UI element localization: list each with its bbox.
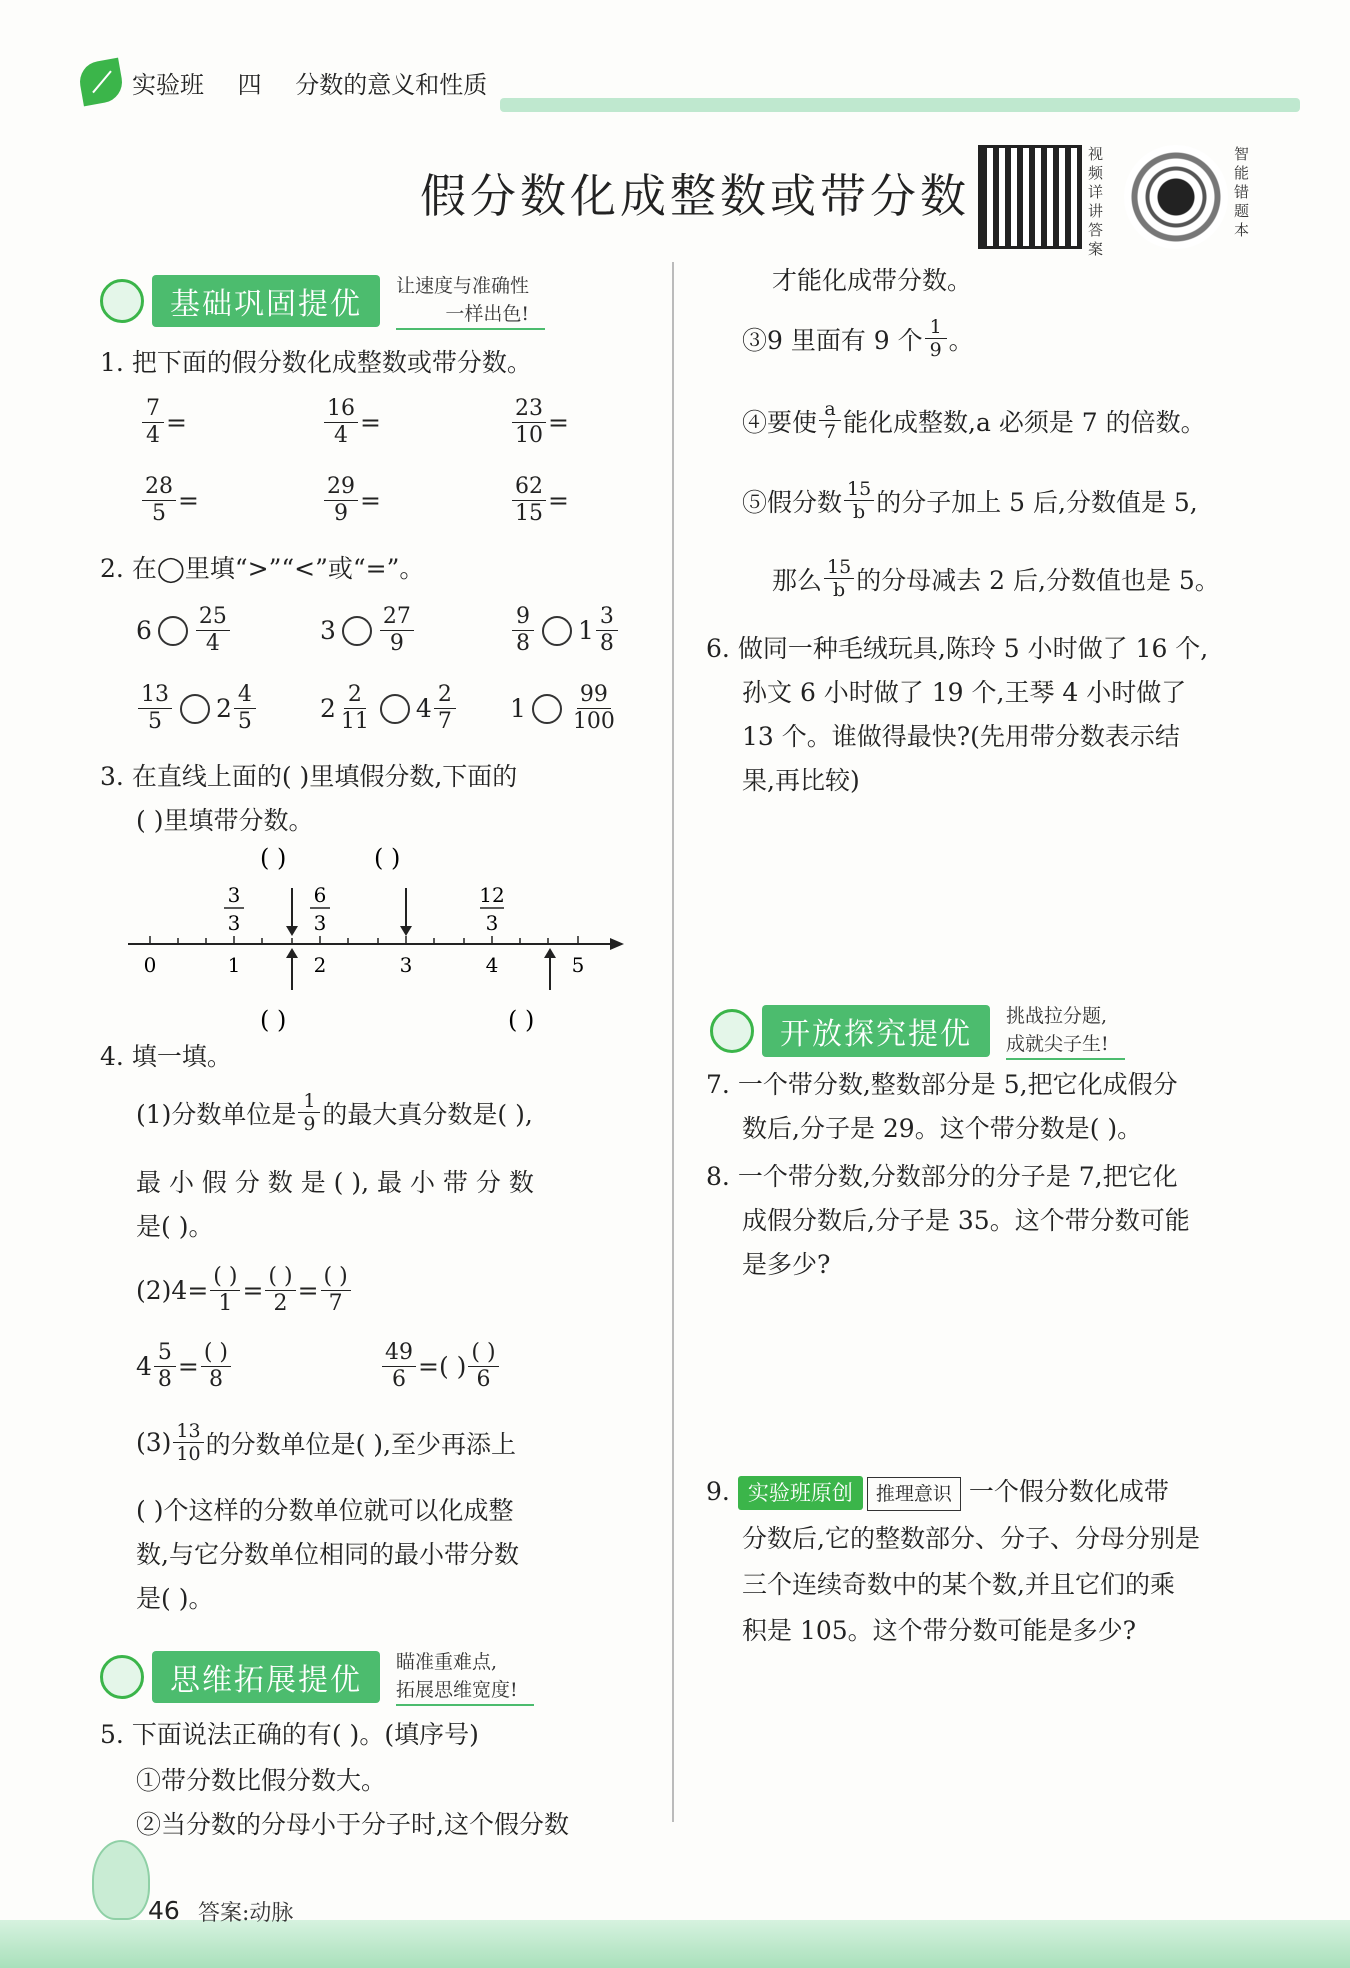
q5-statement-4: ④要使 a 7 能化成整数,a 必须是 7 的倍数。 bbox=[742, 398, 1206, 443]
q2-compare: 13 5 2 4 5 bbox=[136, 682, 258, 735]
q1-item: $\frac{29}{9}$ = bbox=[322, 474, 381, 527]
q6-line3: 13 个。谁做得最快?(先用带分数表示结 bbox=[742, 722, 1180, 751]
tick-label: 1 bbox=[227, 953, 241, 977]
q4-part1-line2: 最 小 假 分 数 是 ( ), 最 小 带 分 数 bbox=[136, 1168, 534, 1197]
q2-compare: 3 27 9 bbox=[320, 604, 416, 657]
q4-part2: (2)4= ( ) 1 = ( ) 2 = ( ) 7 bbox=[136, 1264, 353, 1317]
q9-line4: 积是 105。这个带分数可能是多少? bbox=[742, 1616, 1137, 1645]
question-2: 2. 在◯里填“>”“<”或“=”。 bbox=[100, 554, 425, 583]
q5-statement-1: ①带分数比假分数大。 bbox=[136, 1766, 387, 1795]
q8-line3: 是多少? bbox=[742, 1250, 831, 1279]
bottom-blank-2[interactable]: ( ) bbox=[508, 1006, 535, 1034]
ticks bbox=[150, 936, 578, 944]
page-title: 假分数化成整数或带分数 bbox=[420, 169, 970, 223]
bottom-blank-1[interactable]: ( ) bbox=[260, 1006, 287, 1034]
section-open-label: 开放探究提优 bbox=[762, 1005, 990, 1057]
question-3-line2: ( )里填带分数。 bbox=[136, 806, 314, 835]
answer-circle[interactable] bbox=[380, 694, 410, 724]
q5-statement-5b: 那么 15 b 的分母减去 2 后,分数值也是 5。 bbox=[772, 556, 1220, 601]
question-1: 1. 把下面的假分数化成整数或带分数。 bbox=[100, 348, 532, 377]
answer-key-label: 答案:动脉 bbox=[198, 1901, 294, 1926]
q9-line3: 三个连续奇数中的某个数,并且它们的乘 bbox=[742, 1570, 1175, 1599]
question-9: 9. 实验班原创 推理意识 一个假分数化成带 bbox=[706, 1476, 1169, 1511]
original-badge: 实验班原创 bbox=[738, 1476, 863, 1510]
frac-label: 3 bbox=[485, 911, 499, 935]
video-qr-label: 视频详讲答案 bbox=[1088, 145, 1104, 258]
tick-label: 5 bbox=[571, 953, 585, 977]
q5-statement-2b: 才能化成带分数。 bbox=[772, 266, 973, 295]
answer-circle[interactable] bbox=[158, 616, 188, 646]
unit-number: 四 bbox=[237, 70, 262, 99]
ufo-icon bbox=[100, 1655, 144, 1699]
q4-part2-b: 4 $\frac{5}{8}$ = ( ) 8 bbox=[136, 1340, 233, 1393]
q1-item: $\frac{16}{4}$ = bbox=[322, 396, 381, 449]
tick-label: 3 bbox=[399, 953, 413, 977]
question-7: 7. 一个带分数,整数部分是 5,把它化成假分 bbox=[706, 1070, 1178, 1099]
q5-statement-2: ②当分数的分母小于分子时,这个假分数 bbox=[136, 1810, 569, 1839]
section-thinking-banner bbox=[100, 1648, 534, 1706]
frac-label: 3 bbox=[313, 911, 327, 935]
tick-label: 4 bbox=[485, 953, 499, 977]
reasoning-tag: 推理意识 bbox=[867, 1477, 961, 1511]
frac-label: 6 bbox=[313, 883, 327, 907]
unit-title: 分数的意义和性质 bbox=[295, 70, 488, 99]
q1-item: $\frac{28}{5}$ = bbox=[140, 474, 199, 527]
q2-compare: 9 8 1 3 8 bbox=[510, 604, 620, 657]
section-basic-banner bbox=[100, 272, 545, 330]
q6-line4: 果,再比较) bbox=[742, 766, 860, 795]
q4-part1-line3: 是( )。 bbox=[136, 1212, 214, 1241]
header-band bbox=[500, 98, 1300, 112]
answer-circle[interactable] bbox=[342, 616, 372, 646]
frac-label: 3 bbox=[227, 883, 241, 907]
target-icon bbox=[100, 279, 144, 323]
tick-label: 0 bbox=[143, 953, 157, 977]
q1-item: $\frac{23}{10}$ = bbox=[510, 396, 569, 449]
section-open-banner bbox=[710, 1002, 1125, 1060]
answer-circle[interactable] bbox=[532, 694, 562, 724]
page-number: 46 bbox=[148, 1896, 180, 1925]
frac-label: 3 bbox=[227, 911, 241, 935]
wrong-book-qr-label: 智能错题本 bbox=[1234, 145, 1250, 239]
footer-band bbox=[0, 1920, 1350, 1968]
video-qr-code-icon[interactable] bbox=[978, 145, 1082, 249]
column-divider bbox=[672, 262, 674, 1822]
tick-label: 2 bbox=[313, 953, 327, 977]
q9-line2: 分数后,它的整数部分、分子、分母分别是 bbox=[742, 1524, 1200, 1553]
satellite-icon bbox=[710, 1009, 754, 1053]
answer-circle[interactable] bbox=[180, 694, 210, 724]
section-thinking-label: 思维拓展提优 bbox=[152, 1651, 380, 1703]
section-open-note: 挑战拉分题, 成就尖子生! bbox=[1006, 1002, 1125, 1060]
q2-compare: 2 2 11 4 2 7 bbox=[320, 682, 458, 735]
question-3: 3. 在直线上面的( )里填假分数,下面的 bbox=[100, 762, 518, 791]
q1-item: $\frac{62}{15}$ = bbox=[510, 474, 569, 527]
question-8: 8. 一个带分数,分数部分的分子是 7,把它化 bbox=[706, 1162, 1178, 1191]
frac-label: 12 bbox=[479, 883, 505, 907]
q2-compare: 6 25 4 bbox=[136, 604, 232, 657]
leaf-logo-icon bbox=[77, 58, 126, 107]
axis-arrow-icon bbox=[610, 938, 624, 950]
q5-statement-5: ⑤假分数 15 b 的分子加上 5 后,分数值是 5, bbox=[742, 478, 1198, 523]
q5-statement-3: ③9 里面有 9 个 1 9 。 bbox=[742, 316, 974, 361]
q4-part2-c: $\frac{49}{6}$ =( ) ( ) 6 bbox=[380, 1340, 501, 1393]
section-thinking-note: 瞄准重难点, 拓展思维宽度! bbox=[396, 1648, 534, 1706]
q4-part3: (3) 13 10 的分数单位是( ),至少再添上 bbox=[136, 1420, 517, 1465]
q8-line2: 成假分数后,分子是 35。这个带分数可能 bbox=[742, 1206, 1190, 1235]
question-6: 6. 做同一种毛绒玩具,陈玲 5 小时做了 16 个, bbox=[706, 634, 1209, 663]
question-4: 4. 填一填。 bbox=[100, 1042, 232, 1071]
top-blank-2[interactable]: ( ) bbox=[374, 844, 401, 872]
q7-line2: 数后,分子是 29。这个带分数是( )。 bbox=[742, 1114, 1143, 1143]
question-5: 5. 下面说法正确的有( )。(填序号) bbox=[100, 1720, 479, 1749]
brand-label: 实验班 bbox=[132, 70, 204, 99]
answer-circle[interactable] bbox=[542, 616, 572, 646]
q4-part3-line2: ( )个这样的分数单位就可以化成整 bbox=[136, 1496, 514, 1525]
q4-part3-line4: 是( )。 bbox=[136, 1584, 214, 1613]
top-blank-1[interactable]: ( ) bbox=[260, 844, 287, 872]
q4-part3-line3: 数,与它分数单位相同的最小带分数 bbox=[136, 1540, 519, 1569]
wrong-book-qr-code-icon[interactable] bbox=[1124, 145, 1228, 249]
q6-line2: 孙文 6 小时做了 19 个,王琴 4 小时做了 bbox=[742, 678, 1187, 707]
q2-compare: 1 99 100 bbox=[510, 682, 615, 734]
section-basic-note: 让速度与准确性 一样出色! bbox=[396, 272, 545, 330]
number-line bbox=[120, 840, 640, 1040]
page-header bbox=[80, 62, 513, 102]
dolphin-icon bbox=[92, 1840, 150, 1920]
section-basic-label: 基础巩固提优 bbox=[152, 275, 380, 327]
q4-part1: (1)分数单位是 1 9 的最大真分数是( ), bbox=[136, 1090, 533, 1135]
q1-item: $\frac{7}{4}$ = bbox=[140, 396, 187, 449]
